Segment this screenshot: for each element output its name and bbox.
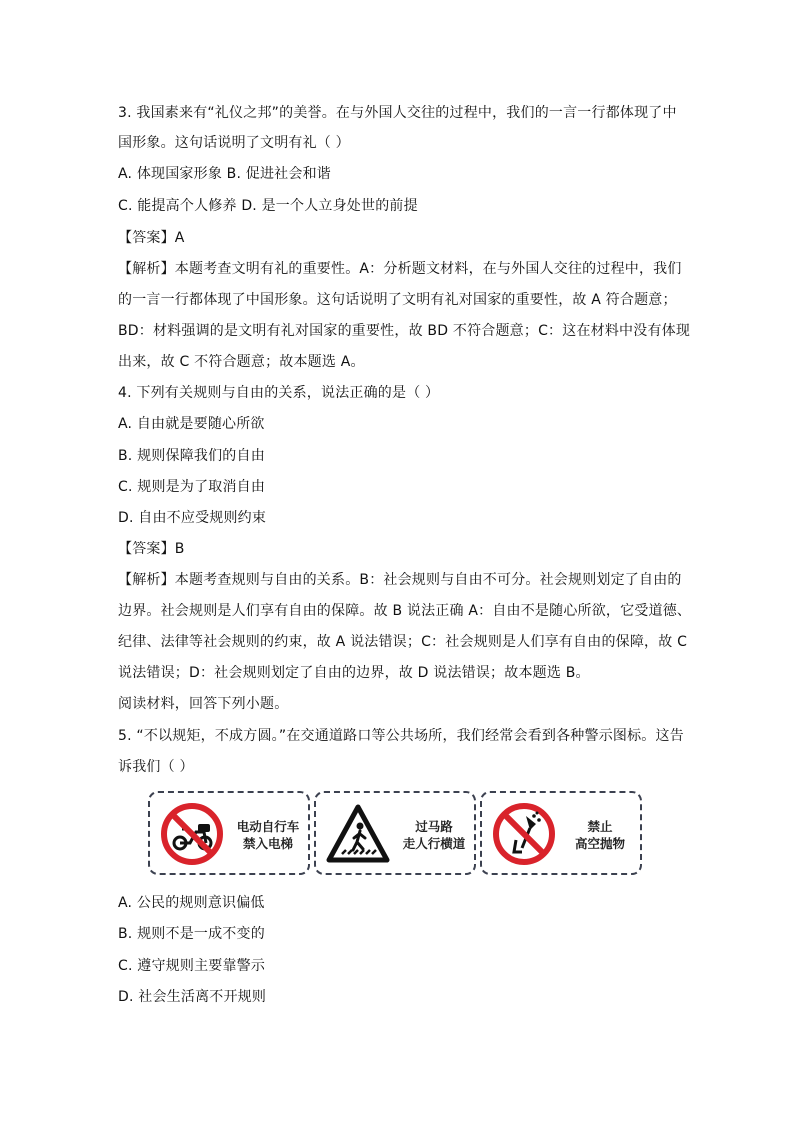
- pedestrian-warning-icon: [326, 802, 390, 866]
- no-throwing-icon: [492, 802, 556, 866]
- sign-no-ebike-elevator: [148, 791, 310, 875]
- sign-3-line-2: 高空抛物: [574, 836, 625, 851]
- sign-no-throwing: [480, 791, 642, 875]
- q5-stem-line-1: 5. “不以规矩，不成方圆。”在交通道路口等公共场所，我们经常会看到各种警示图标。这告: [118, 728, 684, 744]
- q3-answer: 【答案】A: [118, 230, 185, 246]
- q4-analysis-line-1: 【解析】本题考查规则与自由的关系。B：社会规则与自由不可分。社会规则划定了自由的: [118, 572, 682, 588]
- sign-1-line-1: 电动自行车: [236, 819, 300, 834]
- q4-analysis-line-2: 边界。社会规则是人们享有自由的保障。故 B 说法正确 A：自由不是随心所欲，它受道德、: [118, 603, 692, 619]
- q4-option-a: A. 自由就是要随心所欲: [118, 416, 265, 432]
- no-ebike-icon: [160, 802, 224, 866]
- q4-option-d: D. 自由不应受规则约束: [118, 510, 267, 526]
- q3-options-cd: C. 能提高个人修养 D. 是一个人立身处世的前提: [118, 198, 418, 214]
- sign-1-line-2: 禁入电梯: [242, 836, 293, 851]
- q4-answer: 【答案】B: [118, 541, 185, 557]
- q4-option-b: B. 规则保障我们的自由: [118, 448, 265, 464]
- q5-option-d: D. 社会生活离不开规则: [118, 989, 267, 1005]
- warning-signs-figure: [148, 791, 642, 877]
- q3-analysis-line-3: BD：材料强调的是文明有礼对国家的重要性，故 BD 不符合题意；C：这在材料中没有体现: [118, 323, 691, 339]
- q3-stem-line-1: 3. 我国素来有“礼仪之邦”的美誉。在与外国人交往的过程中，我们的一言一行都体现了中: [118, 105, 677, 121]
- q3-stem-line-2: 国形象。这句话说明了文明有礼（ ）: [118, 135, 350, 151]
- q3-analysis-line-1: 【解析】本题考查文明有礼的重要性。A：分析题文材料，在与外国人交往的过程中，我们: [118, 261, 682, 277]
- q4-analysis-line-4: 说法错误；D：社会规则划定了自由的边界，故 D 说法错误；故本题选 B。: [118, 665, 590, 681]
- sign-2-line-1: 过马路: [415, 819, 453, 834]
- q5-option-b: B. 规则不是一成不变的: [118, 926, 265, 942]
- q5-stem-line-2: 诉我们（ ）: [118, 759, 194, 775]
- q3-options-ab: A. 体现国家形象 B. 促进社会和谐: [118, 166, 331, 182]
- reading-instruction: 阅读材料，回答下列小题。: [118, 696, 289, 712]
- sign-crosswalk: [314, 791, 476, 875]
- sign-2-line-2: 走人行横道: [402, 836, 466, 851]
- q5-option-a: A. 公民的规则意识偏低: [118, 895, 265, 911]
- q3-analysis-line-2: 的一言一行都体现了中国形象。这句话说明了文明有礼对国家的重要性，故 A 符合题意；: [118, 292, 677, 308]
- q4-stem: 4. 下列有关规则与自由的关系，说法正确的是（ ）: [118, 385, 440, 401]
- q3-analysis-line-4: 出来，故 C 不符合题意；故本题选 A。: [118, 354, 365, 370]
- q5-option-c: C. 遵守规则主要靠警示: [118, 958, 266, 974]
- q4-option-c: C. 规则是为了取消自由: [118, 479, 266, 495]
- sign-3-line-1: 禁止: [587, 819, 613, 834]
- q4-analysis-line-3: 纪律、法律等社会规则的约束，故 A 说法错误；C：社会规则是人们享有自由的保障，故 C: [118, 634, 688, 650]
